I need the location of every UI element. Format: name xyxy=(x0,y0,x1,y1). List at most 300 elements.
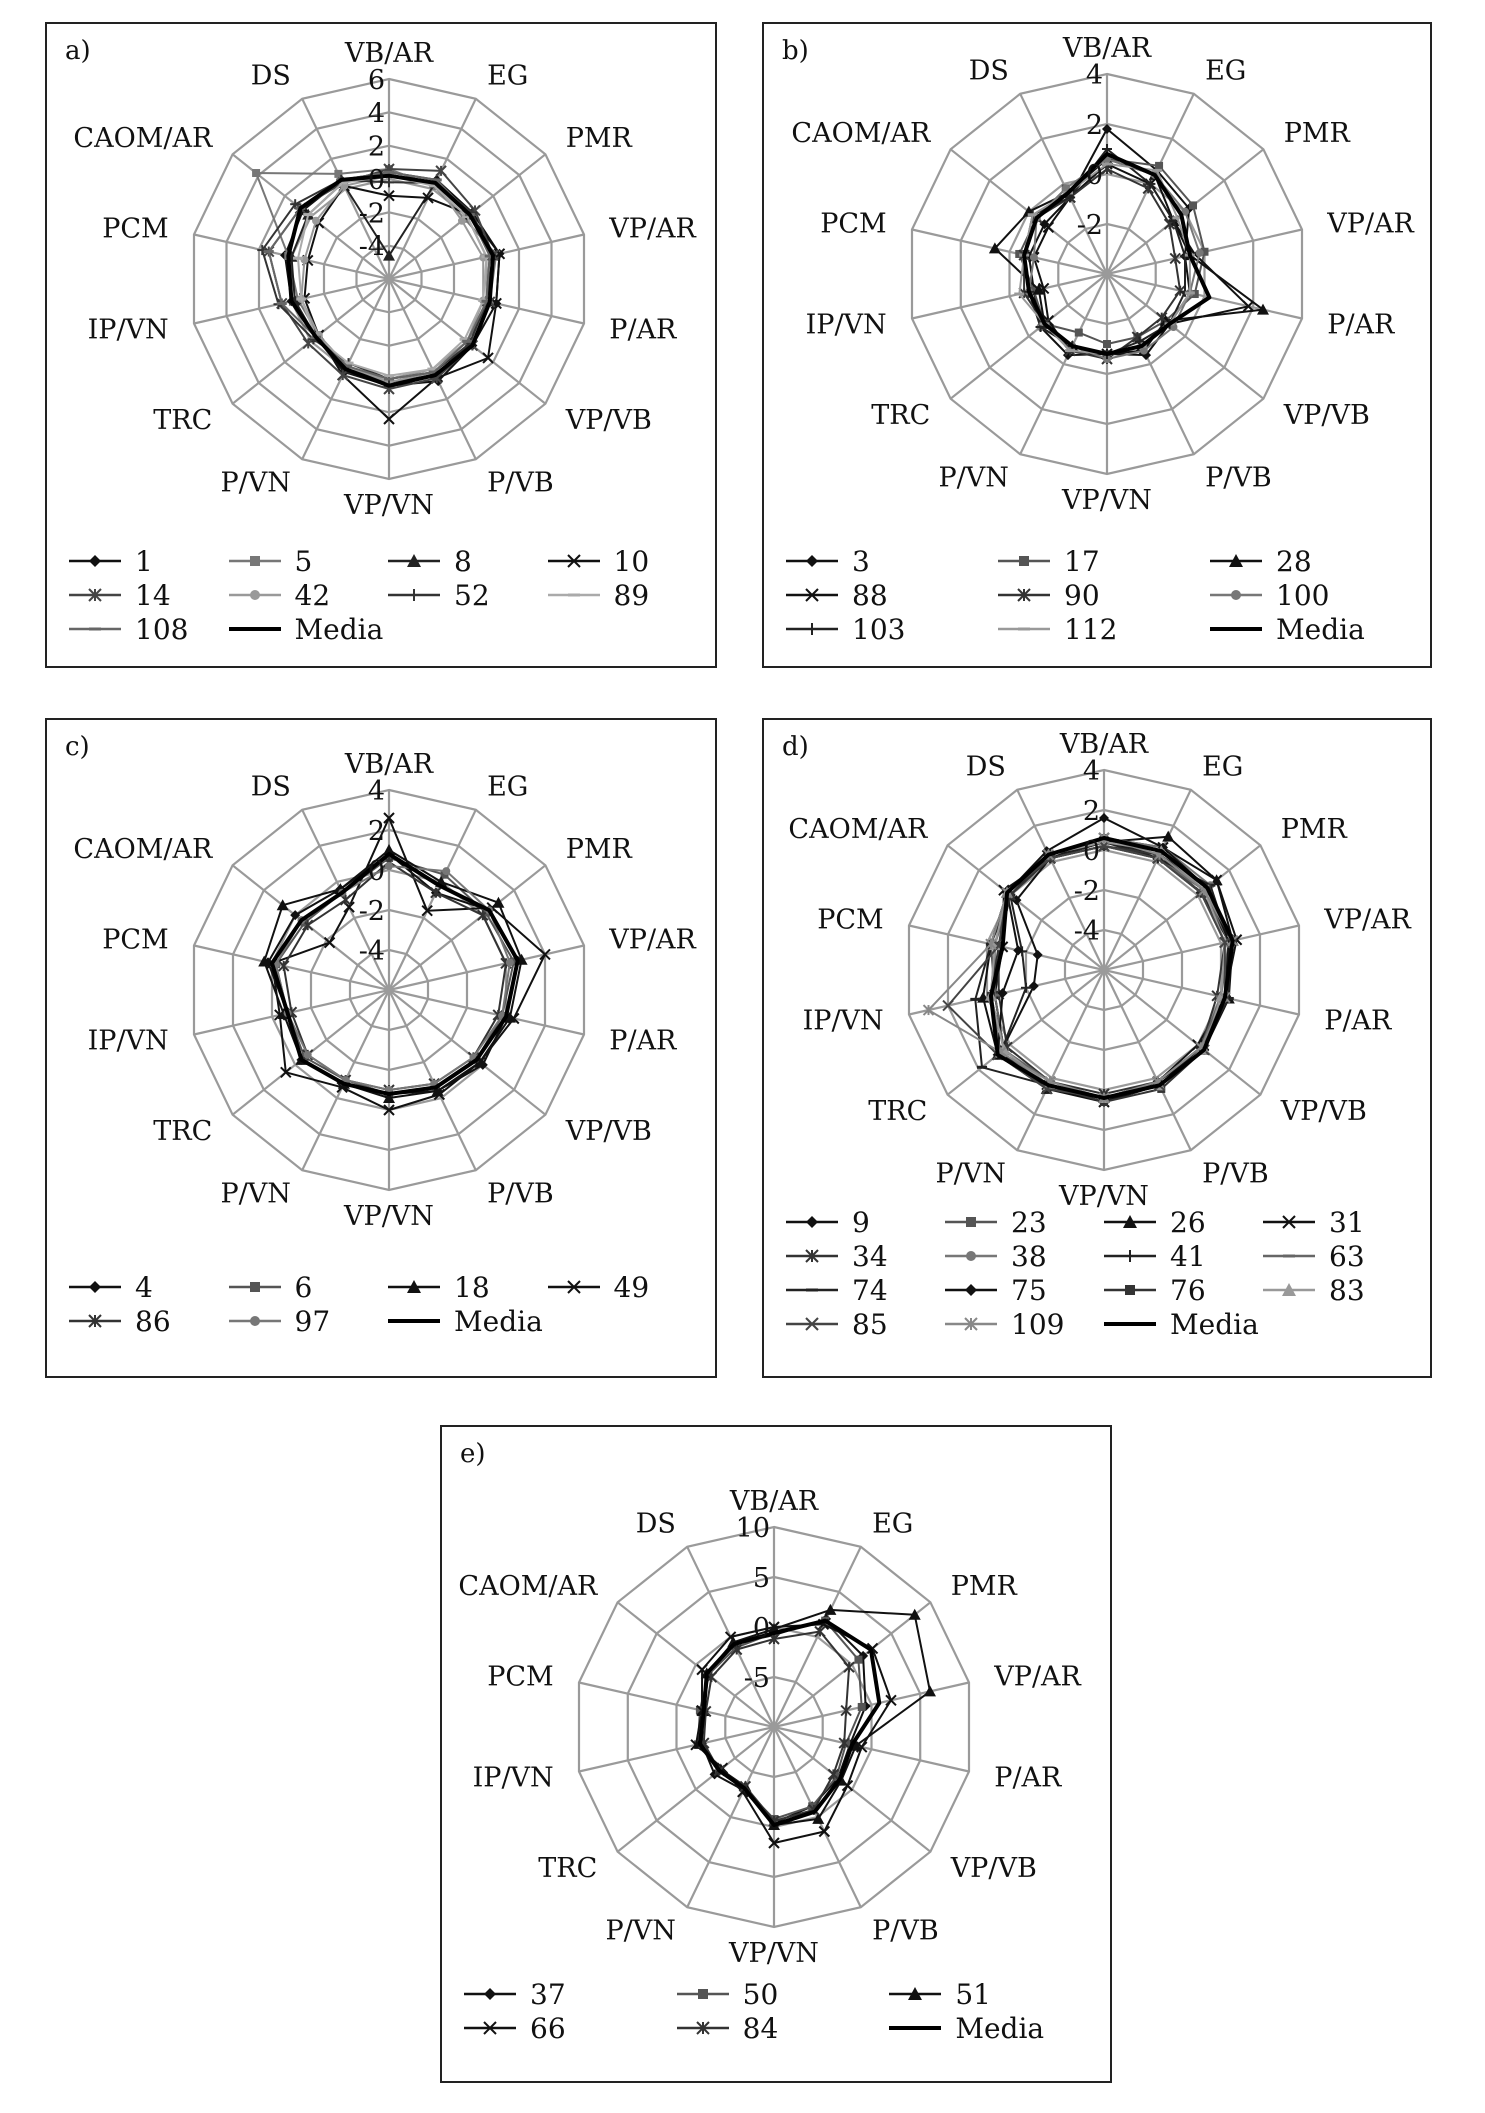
tick-label-d-2: 0 xyxy=(1082,836,1100,867)
tick-label-c-4: -4 xyxy=(358,936,385,967)
legend-label: 90 xyxy=(1064,578,1100,612)
legend-swatch xyxy=(887,1984,943,2004)
legend-swatch xyxy=(943,1212,999,1232)
legend-marker-5 xyxy=(250,556,260,566)
legend-swatch xyxy=(996,619,1052,639)
legend-label: 75 xyxy=(1011,1273,1047,1307)
legend-marker-37 xyxy=(484,1988,496,2000)
axis-label-c-4: P/AR xyxy=(609,1025,677,1057)
point-17-EG xyxy=(1155,162,1163,170)
tick-label-a-1: 4 xyxy=(367,98,385,130)
axis-label-e-6: P/VB xyxy=(872,1915,939,1947)
legend-label: 76 xyxy=(1170,1273,1206,1307)
legend-label: 23 xyxy=(1011,1205,1047,1239)
legend-item-42 xyxy=(227,579,387,612)
axis-label-e-8: P/VN xyxy=(605,1915,676,1947)
point-14-P/VN xyxy=(338,370,348,380)
series-18 xyxy=(258,844,527,1103)
legend-item-85 xyxy=(784,1308,943,1341)
legend-row xyxy=(67,544,705,578)
axis-label-d-13: DS xyxy=(965,751,1006,783)
legend-label: 84 xyxy=(742,2011,779,2045)
legend-marker-75 xyxy=(965,1284,977,1296)
legend-marker-17 xyxy=(1019,556,1029,566)
point-9-PCM xyxy=(1033,950,1043,960)
legend-label: 51 xyxy=(955,1977,991,2011)
point-74-IP/VN xyxy=(970,998,980,1001)
panel-label-e: e) xyxy=(460,1439,486,1469)
legend-label: Media xyxy=(294,612,384,646)
legend-c xyxy=(67,1270,705,1338)
legend-label: 38 xyxy=(1011,1239,1047,1273)
panel-c xyxy=(45,718,717,1378)
point-100-PCM xyxy=(1030,253,1038,261)
legend-row xyxy=(784,1205,1420,1239)
point-42-CAOM/AR xyxy=(312,217,320,225)
legend-label: Media xyxy=(955,2011,1045,2045)
legend-item-9 xyxy=(784,1206,943,1239)
axis-label-d-0: VB/AR xyxy=(1059,729,1149,760)
legend-marker-108 xyxy=(89,628,101,631)
legend-label: 9 xyxy=(852,1205,870,1239)
legend-label: 14 xyxy=(135,578,171,612)
legend-swatch xyxy=(546,585,602,605)
axis-label-e-5: VP/VB xyxy=(950,1852,1037,1884)
axis-label-a-0: VB/AR xyxy=(344,38,434,69)
legend-swatch xyxy=(227,551,283,571)
axis-label-b-1: EG xyxy=(1205,55,1247,87)
tick-label-e-3: -5 xyxy=(743,1663,770,1694)
axis-label-e-7: VP/VN xyxy=(729,1938,819,1969)
legend-marker-97 xyxy=(250,1316,260,1326)
tick-label-a-4: -2 xyxy=(358,198,385,230)
point-50-VP/AR xyxy=(858,1703,866,1711)
series-50 xyxy=(694,1617,866,1823)
legend-row xyxy=(784,612,1420,646)
legend-marker-1 xyxy=(89,555,101,567)
legend-item-18 xyxy=(386,1271,546,1304)
axis-label-d-6: P/VB xyxy=(1202,1158,1269,1190)
legend-label: 85 xyxy=(852,1307,888,1341)
panel-label-a: a) xyxy=(65,36,91,66)
legend-label: 3 xyxy=(852,544,870,578)
legend-swatch xyxy=(1208,619,1264,639)
legend-label: 109 xyxy=(1011,1307,1065,1341)
legend-swatch xyxy=(1102,1246,1158,1266)
point-89-PCM xyxy=(293,257,303,260)
legend-item-103 xyxy=(784,613,996,646)
point-89-IP/VN xyxy=(296,298,306,301)
axis-label-d-11: PCM xyxy=(817,904,884,936)
legend-row xyxy=(784,544,1420,578)
legend-label: 63 xyxy=(1329,1239,1365,1273)
legend-item-97 xyxy=(227,1305,387,1338)
point-97-EG xyxy=(442,867,450,875)
tick-label-d-1: 2 xyxy=(1082,796,1100,827)
axis-label-e-2: PMR xyxy=(950,1571,1017,1603)
radar-chart-b xyxy=(764,24,1434,564)
legend-row xyxy=(67,1304,705,1338)
axis-label-b-5: VP/VB xyxy=(1283,399,1370,431)
legend-item-31 xyxy=(1261,1206,1420,1239)
legend-label: 1 xyxy=(135,544,153,578)
axis-label-a-7: VP/VN xyxy=(344,490,434,521)
legend-swatch xyxy=(386,551,442,571)
legend-marker-4 xyxy=(89,1281,101,1293)
legend-swatch xyxy=(1102,1280,1158,1300)
legend-swatch xyxy=(462,1984,518,2004)
legend-marker-42 xyxy=(250,590,260,600)
legend-item-63 xyxy=(1261,1240,1420,1273)
legend-row xyxy=(784,1307,1420,1341)
radar-chart-a xyxy=(47,24,719,564)
axis-label-b-7: VP/VN xyxy=(1062,485,1152,516)
legend-swatch xyxy=(386,1311,442,1331)
axis-label-d-4: P/AR xyxy=(1324,1005,1392,1037)
legend-item-10 xyxy=(546,545,706,578)
tick-label-d-3: -2 xyxy=(1073,876,1100,907)
axis-label-c-8: P/VN xyxy=(220,1178,291,1210)
legend-label: 112 xyxy=(1064,612,1118,646)
legend-row xyxy=(784,1273,1420,1307)
tick-label-e-1: 5 xyxy=(752,1563,770,1594)
axis-label-e-0: VB/AR xyxy=(729,1486,819,1517)
axis-label-e-13: DS xyxy=(635,1508,676,1540)
point-112-IP/VN xyxy=(1014,293,1024,296)
legend-marker-103 xyxy=(806,623,818,635)
axis-label-a-6: P/VB xyxy=(487,467,554,499)
tick-label-c-1: 2 xyxy=(367,816,385,847)
legend-row xyxy=(67,1270,705,1304)
legend-item-1 xyxy=(67,545,227,578)
panel-label-c: c) xyxy=(65,732,90,762)
axis-label-b-11: PCM xyxy=(820,208,887,240)
legend-item-75 xyxy=(943,1274,1102,1307)
axis-label-d-2: PMR xyxy=(1280,814,1347,846)
legend-label: 86 xyxy=(135,1304,171,1338)
legend-item-Media xyxy=(386,1305,546,1338)
axis-label-a-10: IP/VN xyxy=(87,314,169,346)
axis-label-d-7: VP/VN xyxy=(1059,1181,1149,1212)
legend-label: 37 xyxy=(530,1977,566,2011)
legend-label: 28 xyxy=(1276,544,1312,578)
legend-swatch xyxy=(67,1277,123,1297)
legend-swatch xyxy=(996,585,1052,605)
grid-spoke xyxy=(687,1727,774,1907)
axis-label-a-8: P/VN xyxy=(220,467,291,499)
legend-swatch xyxy=(943,1246,999,1266)
legend-row xyxy=(67,612,705,646)
point-5-CAOM/AR xyxy=(252,169,260,177)
radar-chart-d xyxy=(764,720,1434,1240)
tick-label-c-0: 4 xyxy=(367,776,385,807)
legend-item-28 xyxy=(1208,545,1420,578)
point-97-VB/AR xyxy=(385,862,393,870)
legend-swatch xyxy=(546,551,602,571)
legend-marker-74 xyxy=(806,1289,818,1292)
legend-marker-89 xyxy=(568,594,580,597)
legend-marker-23 xyxy=(966,1217,976,1227)
tick-label-a-3: 0 xyxy=(367,165,385,196)
axis-label-e-11: PCM xyxy=(487,1661,554,1693)
axis-label-c-11: PCM xyxy=(102,924,169,956)
legend-label: 34 xyxy=(852,1239,888,1273)
legend-swatch xyxy=(784,1280,840,1300)
legend-swatch xyxy=(227,619,283,639)
legend-item-23 xyxy=(943,1206,1102,1239)
legend-marker-63 xyxy=(1283,1255,1295,1258)
axis-label-c-6: P/VB xyxy=(487,1178,554,1210)
point-108-VP/VB xyxy=(462,340,472,343)
tick-label-b-3: -2 xyxy=(1076,210,1103,241)
axis-label-c-0: VB/AR xyxy=(344,749,434,780)
legend-label: 41 xyxy=(1170,1239,1206,1273)
point-100-VP/AR xyxy=(1196,249,1204,257)
legend-a xyxy=(67,544,705,646)
legend-item-5 xyxy=(227,545,387,578)
axis-label-c-2: PMR xyxy=(565,834,632,866)
axis-label-c-7: VP/VN xyxy=(344,1201,434,1232)
legend-marker-76 xyxy=(1125,1285,1135,1295)
legend-item-3 xyxy=(784,545,996,578)
legend-marker-41 xyxy=(1124,1250,1136,1262)
axis-label-b-8: P/VN xyxy=(938,462,1009,494)
legend-item-14 xyxy=(67,579,227,612)
axis-label-a-2: PMR xyxy=(565,123,632,155)
point-112-P/AR xyxy=(1185,291,1195,294)
tick-label-a-5: -4 xyxy=(358,231,385,263)
legend-item-Media xyxy=(1102,1308,1261,1341)
axis-label-a-13: DS xyxy=(250,60,291,92)
legend-item-100 xyxy=(1208,579,1420,612)
legend-label: 50 xyxy=(742,1977,779,2011)
panel-label-d: d) xyxy=(782,732,809,762)
radar-chart-c xyxy=(47,720,719,1280)
axis-label-a-12: CAOM/AR xyxy=(73,123,213,155)
legend-item-26 xyxy=(1102,1206,1261,1239)
axis-label-e-9: TRC xyxy=(538,1852,598,1884)
axis-label-b-0: VB/AR xyxy=(1062,33,1152,64)
legend-item-84 xyxy=(675,2012,888,2045)
legend-label: Media xyxy=(454,1304,543,1338)
legend-swatch xyxy=(67,619,123,639)
tick-label-d-4: -4 xyxy=(1073,916,1100,947)
legend-swatch xyxy=(67,1311,123,1331)
legend-label: 103 xyxy=(852,612,906,646)
axis-label-a-1: EG xyxy=(487,60,529,92)
legend-item-83 xyxy=(1261,1274,1420,1307)
legend-label: 88 xyxy=(852,578,888,612)
legend-swatch xyxy=(1261,1280,1317,1300)
point-112-EG xyxy=(1152,169,1162,172)
axis-label-b-13: DS xyxy=(968,55,1009,87)
legend-label: Media xyxy=(1276,612,1365,646)
legend-label: 49 xyxy=(613,1270,650,1304)
tick-label-b-2: 0 xyxy=(1085,160,1103,191)
legend-label: 5 xyxy=(294,544,313,578)
legend-marker-9 xyxy=(806,1216,818,1228)
legend-label: 4 xyxy=(135,1270,153,1304)
legend-swatch xyxy=(67,551,123,571)
legend-swatch xyxy=(1102,1314,1158,1334)
legend-swatch xyxy=(67,585,123,605)
point-17-P/VN xyxy=(1075,329,1083,337)
point-112-VB/AR xyxy=(1102,163,1112,166)
legend-item-52 xyxy=(386,579,546,612)
legend-item-112 xyxy=(996,613,1208,646)
axis-label-c-1: EG xyxy=(487,771,529,803)
point-41-IP/VN xyxy=(1021,983,1031,993)
tick-label-b-1: 2 xyxy=(1085,110,1103,141)
legend-item-4 xyxy=(67,1271,227,1304)
axis-label-c-10: IP/VN xyxy=(87,1025,169,1057)
legend-marker-50 xyxy=(698,1989,708,1999)
tick-label-c-3: -2 xyxy=(358,896,385,927)
legend-item-76 xyxy=(1102,1274,1261,1307)
axis-label-c-13: DS xyxy=(250,771,291,803)
legend-swatch xyxy=(1102,1212,1158,1232)
legend-label: Media xyxy=(1170,1307,1259,1341)
radar-chart-e xyxy=(442,1427,1114,1987)
legend-e xyxy=(462,1977,1100,2045)
legend-marker-52 xyxy=(408,589,420,601)
axis-label-d-1: EG xyxy=(1202,751,1244,783)
point-89-CAOM/AR xyxy=(303,213,313,216)
legend-row xyxy=(462,2011,1100,2045)
legend-row xyxy=(67,578,705,612)
legend-b xyxy=(784,544,1420,646)
legend-item-51 xyxy=(887,1978,1100,2011)
axis-label-a-3: VP/AR xyxy=(609,213,696,245)
legend-marker-112 xyxy=(1018,628,1030,631)
legend-d xyxy=(784,1205,1420,1341)
axis-label-e-4: P/AR xyxy=(994,1762,1062,1794)
legend-item-41 xyxy=(1102,1240,1261,1273)
legend-swatch xyxy=(386,1277,442,1297)
legend-label: 108 xyxy=(135,612,189,646)
axis-label-d-8: P/VN xyxy=(935,1158,1006,1190)
axis-label-a-11: PCM xyxy=(102,213,169,245)
axis-label-d-5: VP/VB xyxy=(1280,1095,1367,1127)
legend-label: 26 xyxy=(1170,1205,1206,1239)
legend-swatch xyxy=(943,1280,999,1300)
legend-item-86 xyxy=(67,1305,227,1338)
radar-grid xyxy=(579,1527,969,1927)
legend-label: 18 xyxy=(454,1270,490,1304)
axis-label-a-5: VP/VB xyxy=(565,404,652,436)
point-17-VP/VN xyxy=(1103,340,1111,348)
legend-marker-100 xyxy=(1231,590,1241,600)
legend-swatch xyxy=(1261,1246,1317,1266)
point-9-IP/VN xyxy=(1029,981,1039,991)
legend-swatch xyxy=(784,1314,840,1334)
legend-label: 52 xyxy=(454,578,490,612)
tick-label-a-2: 2 xyxy=(367,131,385,163)
axis-label-e-12: CAOM/AR xyxy=(458,1571,598,1603)
legend-label: 97 xyxy=(294,1304,331,1338)
legend-row xyxy=(462,1977,1100,2011)
legend-label: 83 xyxy=(1329,1273,1365,1307)
axis-label-d-10: IP/VN xyxy=(802,1005,884,1037)
legend-row xyxy=(784,1239,1420,1273)
legend-swatch xyxy=(784,585,840,605)
legend-swatch xyxy=(675,1984,731,2004)
legend-item-38 xyxy=(943,1240,1102,1273)
legend-item-49 xyxy=(546,1271,706,1304)
axis-label-e-1: EG xyxy=(872,1508,914,1540)
point-112-P/VN xyxy=(1065,349,1075,352)
legend-swatch xyxy=(227,1277,283,1297)
legend-item-66 xyxy=(462,2012,675,2045)
axis-label-c-9: TRC xyxy=(153,1115,213,1147)
axis-label-b-9: TRC xyxy=(871,399,931,431)
tick-label-d-0: 4 xyxy=(1082,756,1100,787)
axis-label-d-3: VP/AR xyxy=(1324,904,1411,936)
legend-label: 10 xyxy=(613,544,650,578)
legend-label: 100 xyxy=(1276,578,1330,612)
legend-label: 89 xyxy=(613,578,650,612)
tick-label-e-0: 10 xyxy=(735,1513,770,1544)
legend-item-88 xyxy=(784,579,996,612)
legend-swatch xyxy=(784,1246,840,1266)
point-74-TRC xyxy=(977,1066,987,1069)
panel-label-b: b) xyxy=(782,36,809,66)
axis-label-c-5: VP/VB xyxy=(565,1115,652,1147)
legend-row xyxy=(784,578,1420,612)
axis-label-a-4: P/AR xyxy=(609,314,677,346)
legend-swatch xyxy=(386,585,442,605)
legend-swatch xyxy=(887,2018,943,2038)
panel-d xyxy=(762,718,1432,1378)
legend-item-8 xyxy=(386,545,546,578)
legend-swatch xyxy=(784,619,840,639)
legend-swatch xyxy=(784,1212,840,1232)
point-108-VB/AR xyxy=(384,171,394,174)
legend-label: 8 xyxy=(454,544,472,578)
legend-swatch xyxy=(546,1277,602,1297)
legend-swatch xyxy=(675,2018,731,2038)
axis-label-c-3: VP/AR xyxy=(609,924,696,956)
axis-label-d-12: CAOM/AR xyxy=(788,814,928,846)
legend-item-109 xyxy=(943,1308,1102,1341)
point-108-IP/VN xyxy=(277,302,287,305)
legend-item-17 xyxy=(996,545,1208,578)
point-17-PMR xyxy=(1189,201,1197,209)
legend-marker-38 xyxy=(966,1251,976,1261)
axis-label-e-3: VP/AR xyxy=(994,1661,1081,1693)
point-50-PMR xyxy=(854,1656,862,1664)
legend-item-34 xyxy=(784,1240,943,1273)
panel-e xyxy=(440,1425,1112,2083)
legend-swatch xyxy=(227,585,283,605)
point-108-VP/VN xyxy=(384,378,394,381)
axis-label-b-4: P/AR xyxy=(1327,309,1395,341)
axis-label-e-10: IP/VN xyxy=(472,1762,554,1794)
legend-swatch xyxy=(1208,551,1264,571)
axis-label-b-12: CAOM/AR xyxy=(791,118,931,150)
tick-label-a-0: 6 xyxy=(367,65,385,96)
point-97-TRC xyxy=(304,1051,312,1059)
point-75-VB/AR xyxy=(1099,813,1109,823)
legend-label: 6 xyxy=(294,1270,313,1304)
legend-item-90 xyxy=(996,579,1208,612)
panel-b xyxy=(762,22,1432,668)
tick-label-c-2: 0 xyxy=(367,856,385,887)
axis-label-d-9: TRC xyxy=(868,1095,928,1127)
legend-label: 17 xyxy=(1064,544,1100,578)
legend-label: 42 xyxy=(294,578,331,612)
legend-swatch xyxy=(462,2018,518,2038)
